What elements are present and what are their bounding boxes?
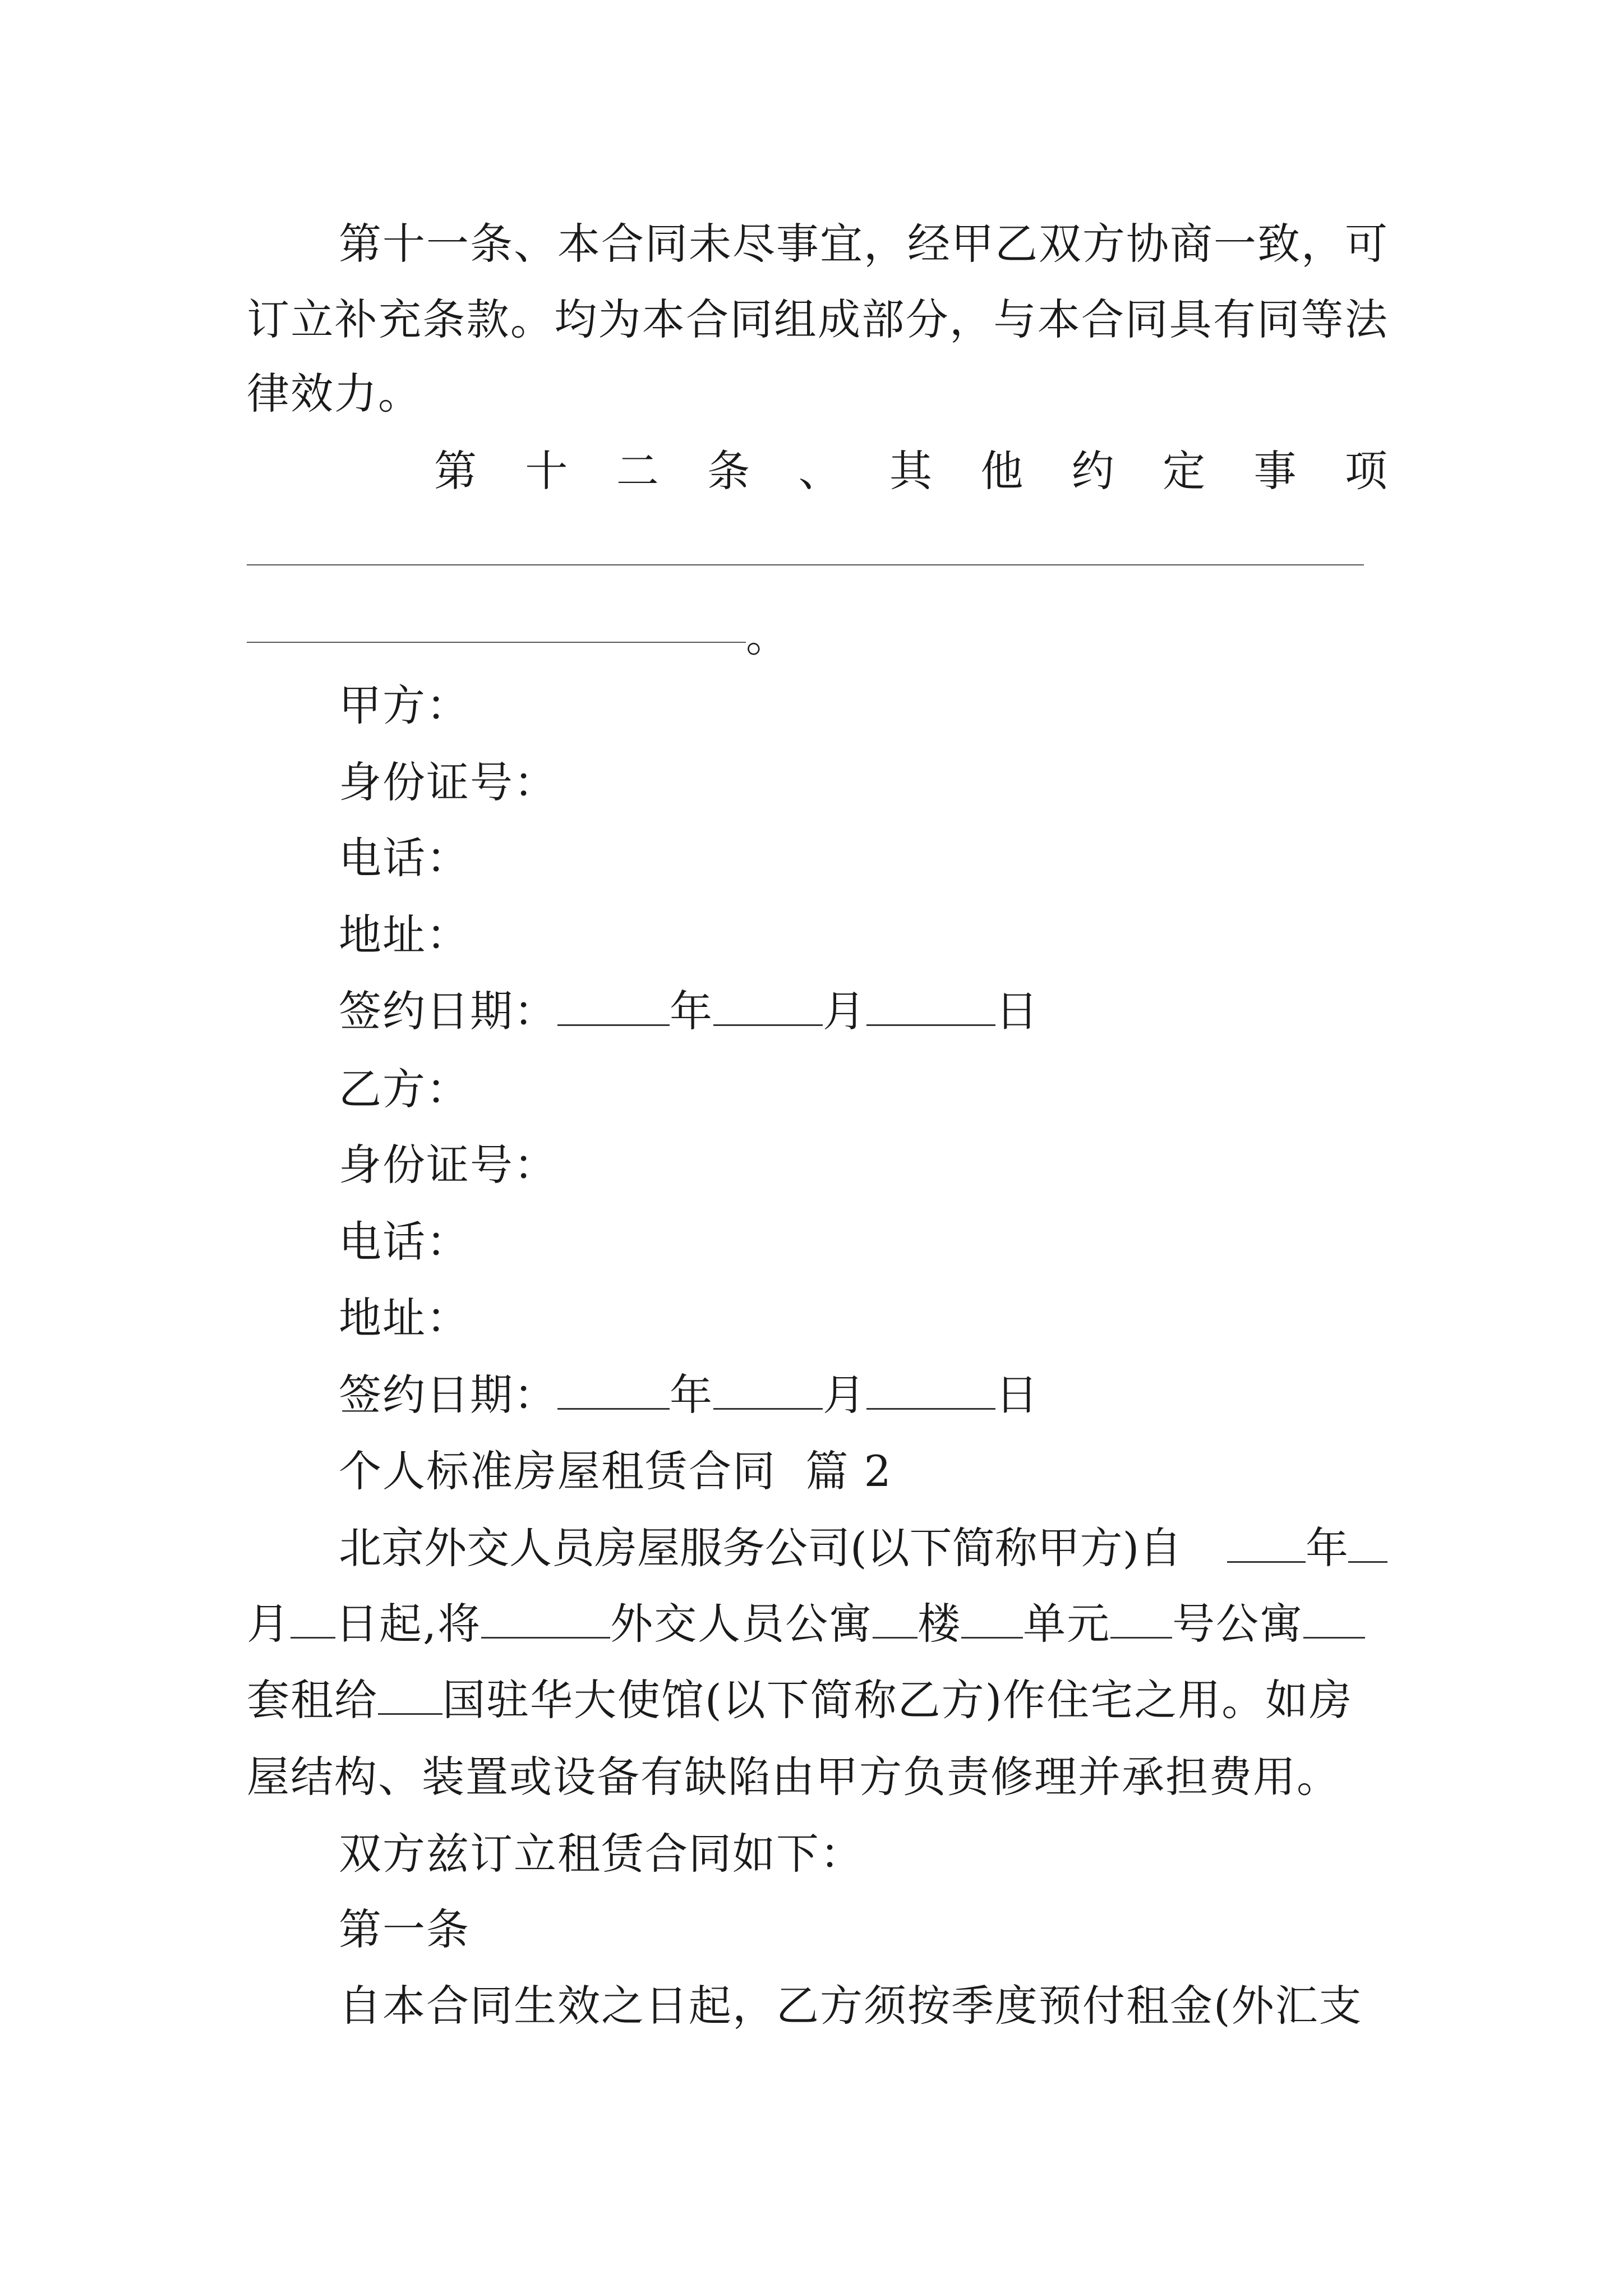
month-blank [1348, 1522, 1387, 1563]
article-11-line-2-char-21: 具 [1169, 295, 1212, 344]
article-11-line-1-char-8: 未 [689, 219, 731, 269]
article-11-line-2-char-18: 本 [1037, 295, 1080, 344]
month-blank [713, 985, 823, 1026]
party-a-name-label: 甲方： [339, 680, 470, 730]
article-11-line-2-char-1: 立 [291, 295, 334, 344]
article-12-char-3: 条 [707, 446, 750, 496]
article-11-line-2-char-6: 。 [510, 295, 553, 344]
day-blank [291, 1598, 335, 1639]
article-11-line-2-char-15: 分 [905, 295, 948, 344]
party-b-phone-label: 电话： [339, 1217, 470, 1267]
day-label: 日 [995, 1370, 1039, 1420]
party-b-id-label: 身份证号： [339, 1140, 557, 1190]
article-12-char-5: 其 [889, 446, 932, 496]
article-11-line-1-char-16: 双 [1039, 219, 1081, 269]
party-b-name-label: 乙方： [339, 1064, 470, 1114]
article-11-line-2-char-8: 为 [598, 295, 641, 344]
article-12-char-0: 第 [434, 446, 477, 496]
article-12-char-8: 定 [1163, 446, 1206, 496]
country-blank [378, 1674, 442, 1715]
day-blank [866, 1369, 995, 1410]
article-11-line-2-char-3: 充 [378, 295, 421, 344]
day-label: 日 [995, 986, 1039, 1036]
party-b-sign-date [339, 1367, 1039, 1423]
month-label: 月 [823, 986, 866, 1036]
party-a-id-label: 身份证号： [339, 757, 557, 807]
blank-line-2 [247, 642, 746, 643]
article-11-line-2-char-10: 合 [686, 295, 729, 344]
article-11-line-2-char-2: 补 [334, 295, 377, 344]
contract-2-article-1-title: 第一条 [339, 1904, 470, 1954]
number-blank [1110, 1598, 1172, 1639]
article-11-line-1-char-12: ， [864, 219, 906, 269]
contract-2-article-1-text: 自本合同生效之日起，乙方须按季度预付租金(外汇支 [339, 1981, 1363, 2031]
date-label: 签约日期： [339, 1370, 557, 1420]
article-11-line-1-char-22: ， [1301, 219, 1344, 269]
article-11-line-1-char-9: 尽 [732, 219, 775, 269]
contract-2-p1-line-3 [247, 1672, 1353, 1728]
article-11-line-2 [247, 292, 1387, 348]
year-blank [1227, 1522, 1306, 1563]
article-11-line-2-char-4: 条 [422, 295, 465, 344]
article-11-line-2-char-19: 合 [1081, 295, 1124, 344]
article-11-line-2-char-14: 部 [861, 295, 905, 344]
article-11-line-2-char-24: 等 [1301, 295, 1344, 344]
article-11-line-2-char-20: 同 [1125, 295, 1168, 344]
contract-2-p1-line-1 [339, 1520, 1387, 1576]
article-11-line-1-char-0: 第 [339, 219, 381, 269]
year-label: 年 [1306, 1523, 1348, 1573]
article-12-end-mark: 。 [746, 611, 790, 661]
article-11-line-2-char-23: 同 [1257, 295, 1300, 344]
text-segment: 单元 [1023, 1599, 1111, 1649]
party-a-phone-label: 电话： [339, 833, 470, 883]
year-label: 年 [670, 986, 713, 1036]
text-segment: 北京外交人员房屋服务公司(以下简称甲方)自 [339, 1523, 1182, 1573]
article-12-char-4: 、 [798, 446, 841, 496]
day-blank [866, 985, 995, 1026]
text-segment: 日起,将 [335, 1599, 482, 1649]
article-11-line-1-char-5: 本 [557, 219, 600, 269]
article-12-char-10: 项 [1344, 446, 1387, 496]
year-label: 年 [670, 1370, 713, 1420]
article-11-line-2-char-16: ， [949, 295, 992, 344]
article-12-char-6: 他 [980, 446, 1023, 496]
article-12-char-7: 约 [1071, 446, 1114, 496]
contract-2-p2: 双方兹订立租赁合同如下： [339, 1829, 864, 1879]
article-11-line-1-char-20: 一 [1214, 219, 1256, 269]
article-11-line-2-char-25: 法 [1344, 295, 1387, 344]
article-11-line-2-char-0: 订 [247, 295, 289, 344]
text-segment: 号公寓 [1172, 1599, 1304, 1649]
article-11-line-1-char-7: 同 [645, 219, 688, 269]
month-blank [713, 1369, 823, 1410]
location-blank [481, 1598, 610, 1639]
contract-2-p1-line-4: 屋结构、装置或设备有缺陷由甲方负责修理并承担费用。 [247, 1752, 1340, 1802]
unit-blank [961, 1598, 1023, 1639]
party-a-address-label: 地址： [339, 910, 470, 960]
article-11-line-1-char-1: 十 [382, 219, 425, 269]
text-segment: 套租给 [247, 1675, 378, 1725]
article-11-line-1-char-23: 可 [1345, 219, 1387, 269]
article-11-line-2-char-12: 组 [773, 295, 817, 344]
article-11-line-1-char-6: 合 [601, 219, 644, 269]
article-11-line-1-char-17: 方 [1082, 219, 1125, 269]
article-11-line-3: 律效力。 [247, 369, 422, 418]
article-12-char-2: 二 [616, 446, 659, 496]
article-11-line-2-char-17: 与 [993, 295, 1036, 344]
blank-line-1 [247, 564, 1364, 565]
date-label: 签约日期： [339, 986, 557, 1036]
text-segment: 外交人员公寓 [610, 1599, 873, 1649]
article-11-line-1-char-19: 商 [1170, 219, 1212, 269]
article-11-line-1-char-13: 经 [907, 219, 950, 269]
month-label: 月 [247, 1599, 291, 1649]
article-12-char-1: 十 [525, 446, 568, 496]
count-blank [1303, 1598, 1365, 1639]
contract-2-p1-line-2 [247, 1596, 1365, 1652]
article-11-line-1 [339, 216, 1387, 272]
building-blank [873, 1598, 917, 1639]
contract-2-heading: 个人标准房屋租赁合同 篇 2 [339, 1446, 892, 1496]
article-11-line-2-char-9: 本 [642, 295, 685, 344]
article-11-line-2-char-5: 款 [466, 295, 509, 344]
article-11-line-1-char-15: 乙 [995, 219, 1038, 269]
article-11-line-1-char-3: 条 [470, 219, 513, 269]
article-12-heading [434, 443, 1387, 499]
article-11-line-1-char-11: 宜 [820, 219, 863, 269]
article-11-line-1-char-10: 事 [776, 219, 819, 269]
article-11-line-1-char-18: 协 [1126, 219, 1169, 269]
party-a-sign-date [339, 983, 1039, 1039]
text-segment: 楼 [917, 1599, 962, 1649]
article-11-line-1-char-4: 、 [514, 219, 556, 269]
article-11-line-2-char-22: 有 [1212, 295, 1256, 344]
year-blank [557, 985, 670, 1026]
year-blank [557, 1369, 670, 1410]
article-11-line-1-char-14: 甲 [951, 219, 994, 269]
article-12-char-9: 事 [1253, 446, 1297, 496]
article-11-line-2-char-13: 成 [818, 295, 861, 344]
article-11-line-1-char-21: 致 [1257, 219, 1300, 269]
month-label: 月 [823, 1370, 866, 1420]
article-11-line-1-char-2: 一 [426, 219, 469, 269]
party-b-address-label: 地址： [339, 1293, 470, 1343]
article-11-line-2-char-11: 同 [730, 295, 773, 344]
article-11-line-2-char-7: 均 [554, 295, 597, 344]
text-segment: 国驻华大使馆(以下简称乙方)作住宅之用。如房 [442, 1675, 1353, 1725]
